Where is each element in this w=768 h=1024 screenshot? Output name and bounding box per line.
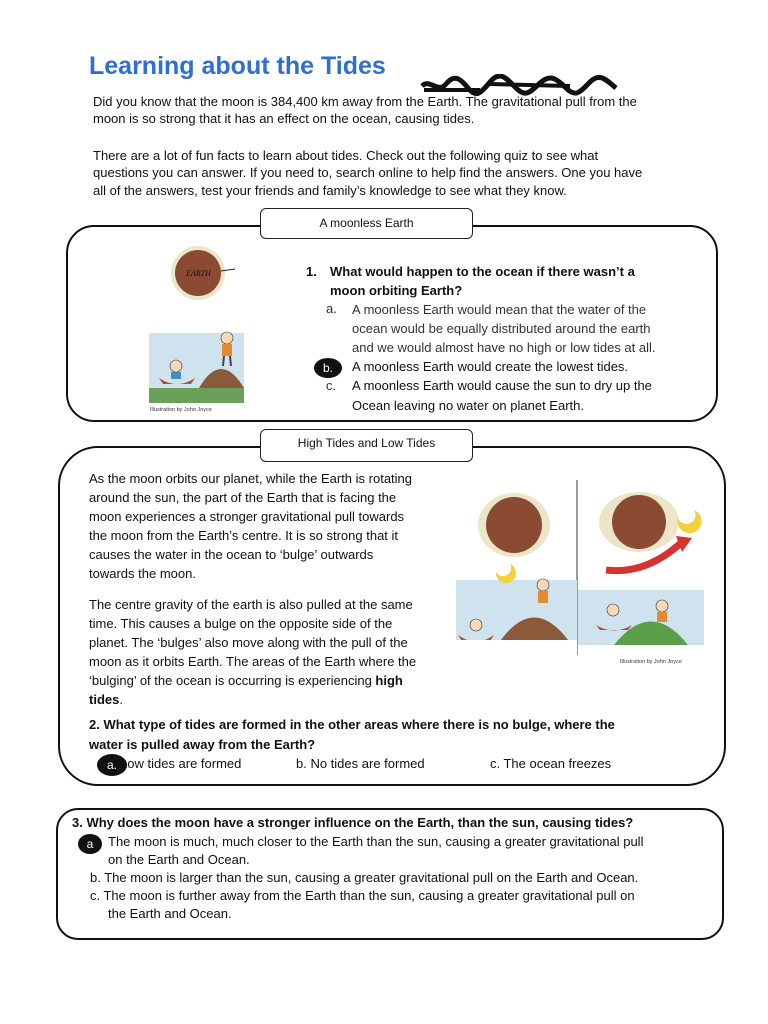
option-a-text: A moonless Earth would mean that the water of the (352, 302, 647, 317)
option-c-text: c. The ocean freezes (490, 756, 612, 771)
question-2-line: water is pulled away from the Earth? (89, 737, 316, 752)
option-a-text: The moon is much, much closer to the Earth than the sun, causing a greater gravitational pull (108, 834, 644, 849)
option-b-text: A moonless Earth would create the lowest tides. (352, 359, 629, 374)
page-title: Learning about the Tides (89, 52, 386, 80)
section-tab-high-low-tides: High Tides and Low Tides (260, 429, 473, 462)
option-a-text: and we would almost have no high or low tides at all. (352, 340, 656, 355)
tides-paragraph-1: As the moon orbits our planet, while the Earth is rotating around the sun, the part of the Earth that is facing the moon experiences a stronger gravitational pull towards the moon from the Earth’s centre. It is so strong that it causes the water in the ocean to ‘bulge’ outwards towards the moon. (89, 471, 413, 581)
option-c-text: c. The moon is further away from the Earth than the sun, causing a greater gravitational pull on (90, 888, 635, 903)
option-c-letter: c. (326, 378, 337, 393)
intro-line: questions you can answer. If you need to, search online to help find the answers. One you have (93, 165, 643, 180)
option-a-selected-marker[interactable]: a (78, 834, 102, 854)
option-b-text: b. The moon is larger than the sun, causing a greater gravitational pull on the Earth and Ocean. (90, 870, 639, 885)
tides-paragraph-2: The centre gravity of the earth is also pulled at the same time. This causes a bulge on the opposite side of the planet. The ‘bulges’ also move along with the pull of the moon as it orbits Earth. The areas of the Earth where the ‘bulging’ of the ocean is occurring is experiencing high tides. (89, 597, 417, 707)
question-1-number: 1. (306, 264, 317, 279)
intro-line: There are a lot of fun facts to learn about tides. Check out the following quiz to see what (93, 148, 599, 163)
illustration-credit: Illustration by John Joyce (150, 407, 212, 413)
question-1-line: What would happen to the ocean if there wasn’t a (330, 264, 635, 279)
option-a-text: ocean would be equally distributed around the earth (352, 321, 651, 336)
earth-label: EARTH (186, 269, 211, 278)
moonless-earth-illustration (149, 238, 244, 403)
section-tab-moonless-earth: A moonless Earth (260, 208, 473, 239)
option-a-text: on the Earth and Ocean. (108, 852, 250, 867)
option-c-text: A moonless Earth would cause the sun to dry up the (352, 378, 652, 393)
option-b-text: b. No tides are formed (296, 756, 425, 771)
option-a-text: Low tides are formed (120, 756, 242, 771)
question-1-line: moon orbiting Earth? (330, 283, 463, 298)
option-b-selected-marker[interactable]: b. (314, 358, 342, 378)
option-a-selected-marker[interactable]: a. (97, 754, 127, 776)
tides-illustration (456, 480, 704, 655)
intro-line: Did you know that the moon is 384,400 km away from the Earth. The gravitational pull from the (93, 94, 637, 109)
option-a-letter: a. (326, 301, 337, 316)
question-2-line: 2. What type of tides are formed in the other areas where there is no bulge, where the (89, 717, 615, 732)
intro-line: all of the answers, test your friends and family’s knowledge to see what they know. (93, 183, 567, 198)
intro-line: moon is so strong that it has an effect on the ocean, causing tides. (93, 111, 475, 126)
option-c-text: the Earth and Ocean. (108, 906, 232, 921)
question-3: 3. Why does the moon have a stronger influence on the Earth, than the sun, causing tides? (72, 815, 634, 830)
option-c-text: Ocean leaving no water on planet Earth. (352, 398, 584, 413)
illustration-credit: Illustration by John Joyce (620, 659, 682, 665)
